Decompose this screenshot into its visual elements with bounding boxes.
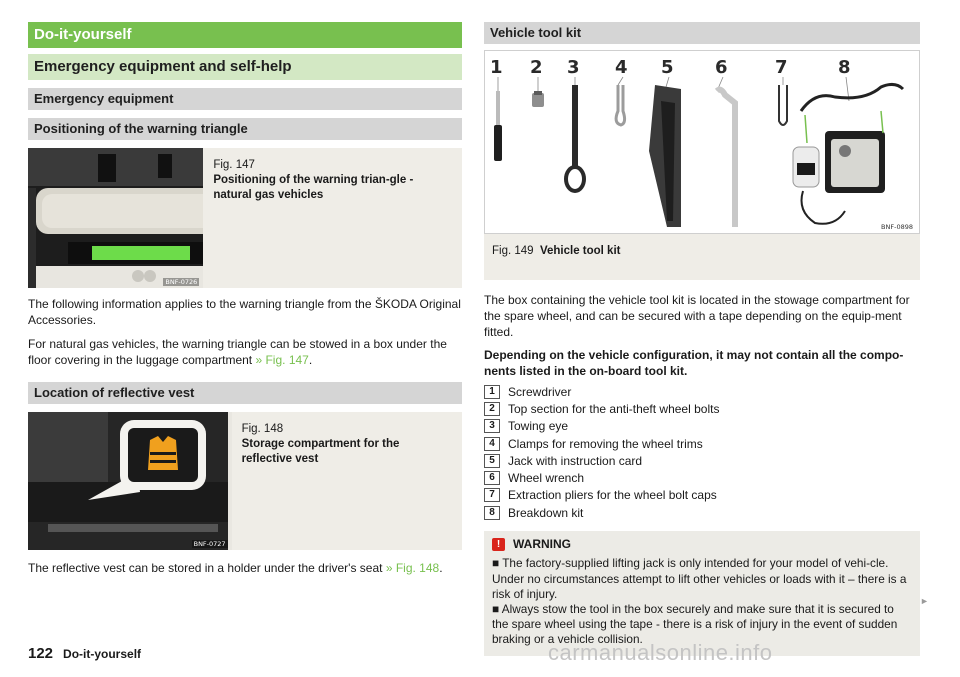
figure-149-image	[484, 50, 920, 234]
period: .	[439, 561, 443, 575]
list-item-label: Towing eye	[508, 419, 569, 434]
warning-box	[484, 531, 920, 655]
figure-147-image	[28, 148, 203, 288]
figure-149-code: BNF-0898	[881, 223, 913, 231]
paragraph-natural-gas-text: For natural gas vehicles, the warning triangle can be stowed in a box under the floor covering in the luggage compartment	[28, 337, 447, 367]
luggage-compartment-illustration	[28, 148, 203, 288]
list-item-number: 6	[484, 471, 500, 485]
list-item-label: Clamps for removing the wheel trims	[508, 436, 703, 451]
list-item-number: 3	[484, 419, 500, 433]
figure-148-number: Fig. 148	[241, 423, 284, 435]
list-item	[484, 418, 920, 435]
figure-148-title: Storage compartment for the reflective vest	[241, 438, 400, 465]
section-heading: Emergency equipment and self-help	[28, 54, 462, 80]
list-item-number: 8	[484, 506, 500, 520]
right-column	[484, 22, 920, 656]
next-page-icon[interactable]: ►	[920, 596, 929, 606]
figure-147-title: Positioning of the warning trian-gle - natural gas vehicles	[213, 174, 414, 201]
paragraph-tool-kit-box: The box containing the vehicle tool kit is located in the stowage compartment for the spare wheel, and can be secured with a tape depending on the equip-ment fitted.	[484, 293, 910, 339]
list-item	[484, 469, 920, 486]
list-item	[484, 452, 920, 469]
list-item	[484, 435, 920, 452]
tool-kit-illustration	[485, 51, 919, 233]
list-item-label: Top section for the anti-theft wheel bolts	[508, 401, 720, 416]
paragraph-reflective-vest	[28, 560, 462, 576]
tool-label-8: 8	[838, 57, 851, 78]
chapter-heading: Do-it-yourself	[28, 22, 462, 48]
tool-label-5: 5	[661, 57, 674, 78]
warning-icon: !	[492, 538, 505, 551]
footer-section: Do-it-yourself	[63, 647, 142, 661]
figure-149	[484, 50, 920, 280]
list-item	[484, 383, 920, 400]
figure-149-caption	[484, 234, 920, 259]
subsection-heading-vehicle-tool-kit: Vehicle tool kit	[484, 22, 920, 44]
list-item	[484, 400, 920, 417]
warning-text-2: ■ Always stow the tool in the box securely and make sure that it is secured to the spare wheel using the tape - there is a risk of injury in the event of sudden braking or a vehicle collision.	[492, 601, 898, 647]
subsection-heading-warning-triangle: Positioning of the warning triangle	[28, 118, 462, 140]
list-item	[484, 487, 920, 504]
figure-147-code: BNF-0726	[165, 278, 198, 286]
figure-147	[28, 148, 462, 288]
list-item-number: 2	[484, 402, 500, 416]
tool-label-2: 2	[530, 57, 543, 78]
tool-label-4: 4	[615, 57, 628, 78]
figure-147-caption	[203, 148, 462, 288]
page-footer	[28, 645, 141, 662]
list-item-number: 4	[484, 437, 500, 451]
list-item-label: Jack with instruction card	[508, 453, 643, 468]
paragraph-warning-triangle-info: The following information applies to the warning triangle from the ŠKODA Original Accessories.	[28, 297, 461, 327]
figure-149-title: Vehicle tool kit	[539, 245, 621, 257]
figure-148-code: BNF-0727	[193, 540, 226, 548]
warning-header	[492, 537, 912, 551]
page-number: 122	[28, 645, 54, 662]
figure-147-number: Fig. 147	[213, 159, 255, 171]
tool-label-1: 1	[490, 57, 503, 78]
left-column	[28, 22, 462, 576]
seat-storage-illustration	[28, 412, 232, 550]
tool-kit-list	[484, 383, 920, 521]
list-item-number: 5	[484, 454, 500, 468]
tool-label-6: 6	[715, 57, 728, 78]
subsection-heading-reflective-vest: Location of reflective vest	[28, 382, 462, 404]
tool-label-3: 3	[567, 57, 580, 78]
list-item-label: Wheel wrench	[508, 471, 585, 486]
paragraph-reflective-vest-text: The reflective vest can be stored in a holder under the driver's seat	[28, 561, 386, 575]
subsection-heading-emergency-equipment: Emergency equipment	[28, 88, 462, 110]
tool-label-7: 7	[775, 57, 788, 78]
figure-148	[28, 412, 462, 550]
watermark: carmanualsonline.info	[548, 640, 773, 665]
list-item	[484, 504, 920, 521]
list-item-label: Breakdown kit	[508, 505, 584, 520]
figure-148-image	[28, 412, 232, 550]
figure-149-number: Fig. 149	[492, 245, 534, 257]
warning-text-1: ■ The factory-supplied lifting jack is only intended for your model of vehi-cle. Under no circumstances attempt to lift other vehicles or loads with it – there is a risk of injury.	[492, 556, 907, 601]
list-item-number: 1	[484, 385, 500, 399]
period: .	[308, 353, 313, 367]
figure-148-caption	[232, 412, 462, 550]
paragraph-tool-kit-note: Depending on the vehicle configuration, it may not contain all the compo-nents listed in the on-board tool kit.	[484, 348, 904, 378]
warning-title: WARNING	[513, 537, 571, 552]
fig-148-link[interactable]: » Fig. 148	[385, 561, 440, 575]
fig-147-link[interactable]: » Fig. 147	[255, 353, 309, 367]
list-item-label: Extraction pliers for the wheel bolt caps	[508, 488, 717, 503]
list-item-number: 7	[484, 488, 500, 502]
paragraph-natural-gas	[28, 336, 462, 368]
list-item-label: Screwdriver	[508, 384, 572, 399]
